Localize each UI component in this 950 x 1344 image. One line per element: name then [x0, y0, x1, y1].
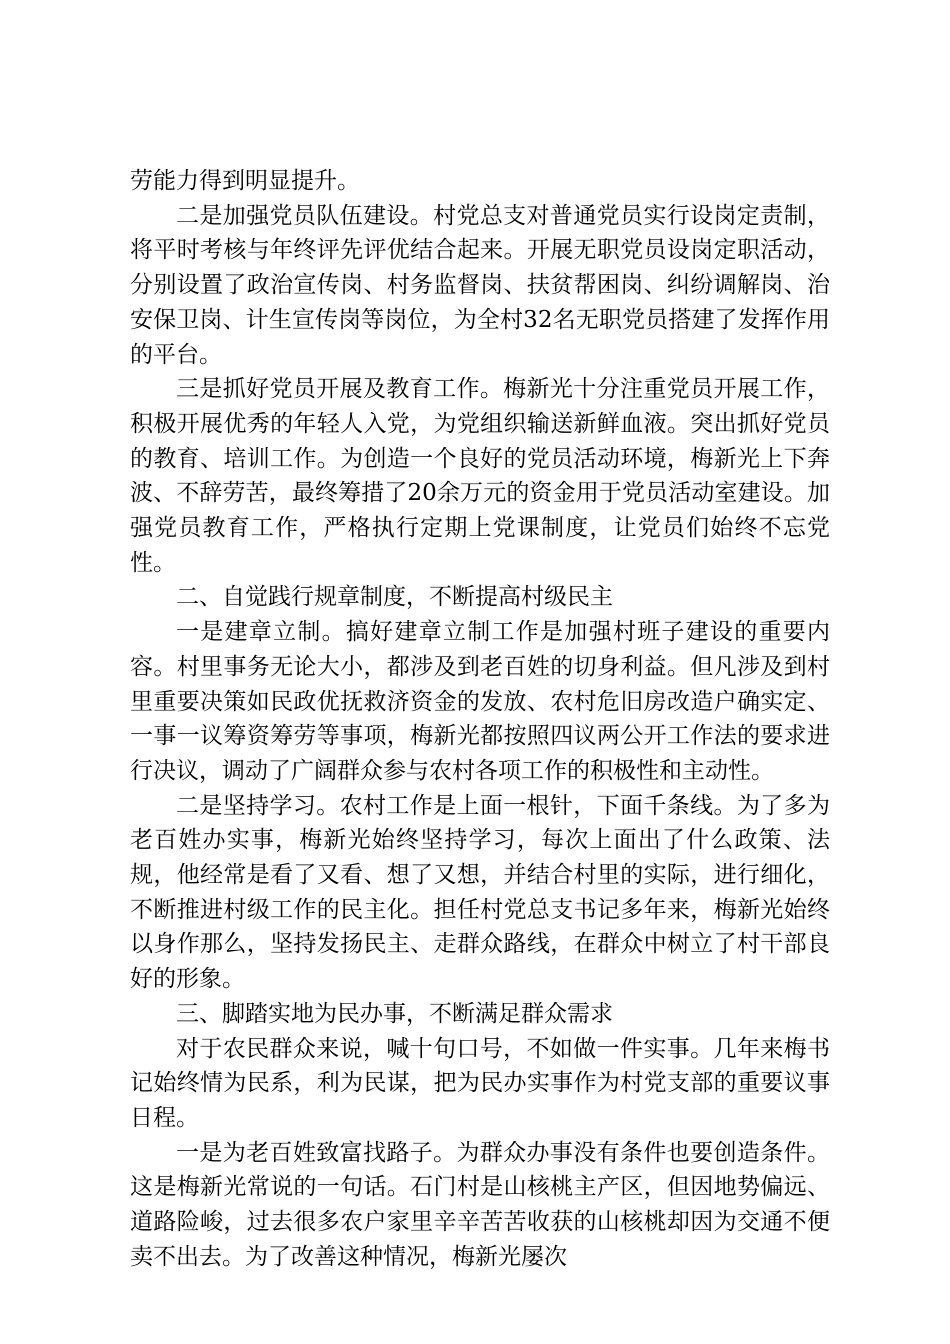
paragraph-rules: 一是建章立制。搞好建章立制工作是加强村班子建设的重要内容。村里事务无论大小，都涉及到老百姓的切身利益。但凡涉及到村里重要决策如民政优抚救济资金的发放、农村危旧房改造户确实定、一事一议筹资筹劳等事项，梅新光都按照四议两公开工作法的要求进行决议，调动了广阔群众参与农村各项工作的积极性和主动性。 [130, 619, 830, 784]
section-heading-2: 二、自觉践行规章制度，不断提高村级民主 [176, 584, 613, 611]
paragraph-party-team: 二是加强党员队伍建设。村党总支对普通党员实行设岗定责制，将平时考核与年终评先评优结合起来。开展无职党员设岗定职活动，分别设置了政治宣传岗、村务监督岗、扶贫帮困岗、纠纷调解岗、治安保卫岗、计生宣传岗等岗位，为全村32名无职党员搭建了发挥作用的平台。 [130, 202, 830, 368]
paragraph-continuation: 劳能力得到明显提升。 [130, 168, 360, 194]
section-heading-3: 三、脚踏实地为民办事，不断满足群众需求 [176, 1000, 613, 1027]
paragraph-practical: 对于农民群众来说，喊十句口号，不如做一件实事。几年来梅书记始终情为民系，利为民谋，把为民办实事作为村党支部的重要议事日程。 [130, 1035, 830, 1131]
document-body [130, 164, 830, 1275]
paragraph-study: 二是坚持学习。农村工作是上面一根针，下面千条线。为了多为老百姓办实事，梅新光始终坚持学习，每次上面出了什么政策、法规，他经常是看了又看、想了又想，并结合村里的实际，进行细化，不断推进村级工作的民主化。担任村党总支书记多年来，梅新光始终以身作那么，坚持发扬民主、走群众路线，在群众中树立了村干部良好的形象。 [130, 792, 830, 993]
paragraph-party-education: 三是抓好党员开展及教育工作。梅新光十分注重党员开展工作，积极开展优秀的年轻人入党，为党组织输送新鲜血液。突出抓好党员的教育、培训工作。为创造一个良好的党员活动环境，梅新光上下奔波、不辞劳苦，最终筹措了20余万元的资金用于党员活动室建设。加强党员教育工作，严格执行定期上党课制度，让党员们始终不忘党性。 [130, 376, 830, 576]
paragraph-prosperity: 一是为老百姓致富找路子。为群众办事没有条件也要创造条件。这是梅新光常说的一句话。石门村是山核桃主产区，但因地势偏远、道路险峻，过去很多农户家里辛辛苦苦收获的山核桃却因为交通不便卖不出去。为了改善这种情况，梅新光屡次 [130, 1139, 830, 1270]
